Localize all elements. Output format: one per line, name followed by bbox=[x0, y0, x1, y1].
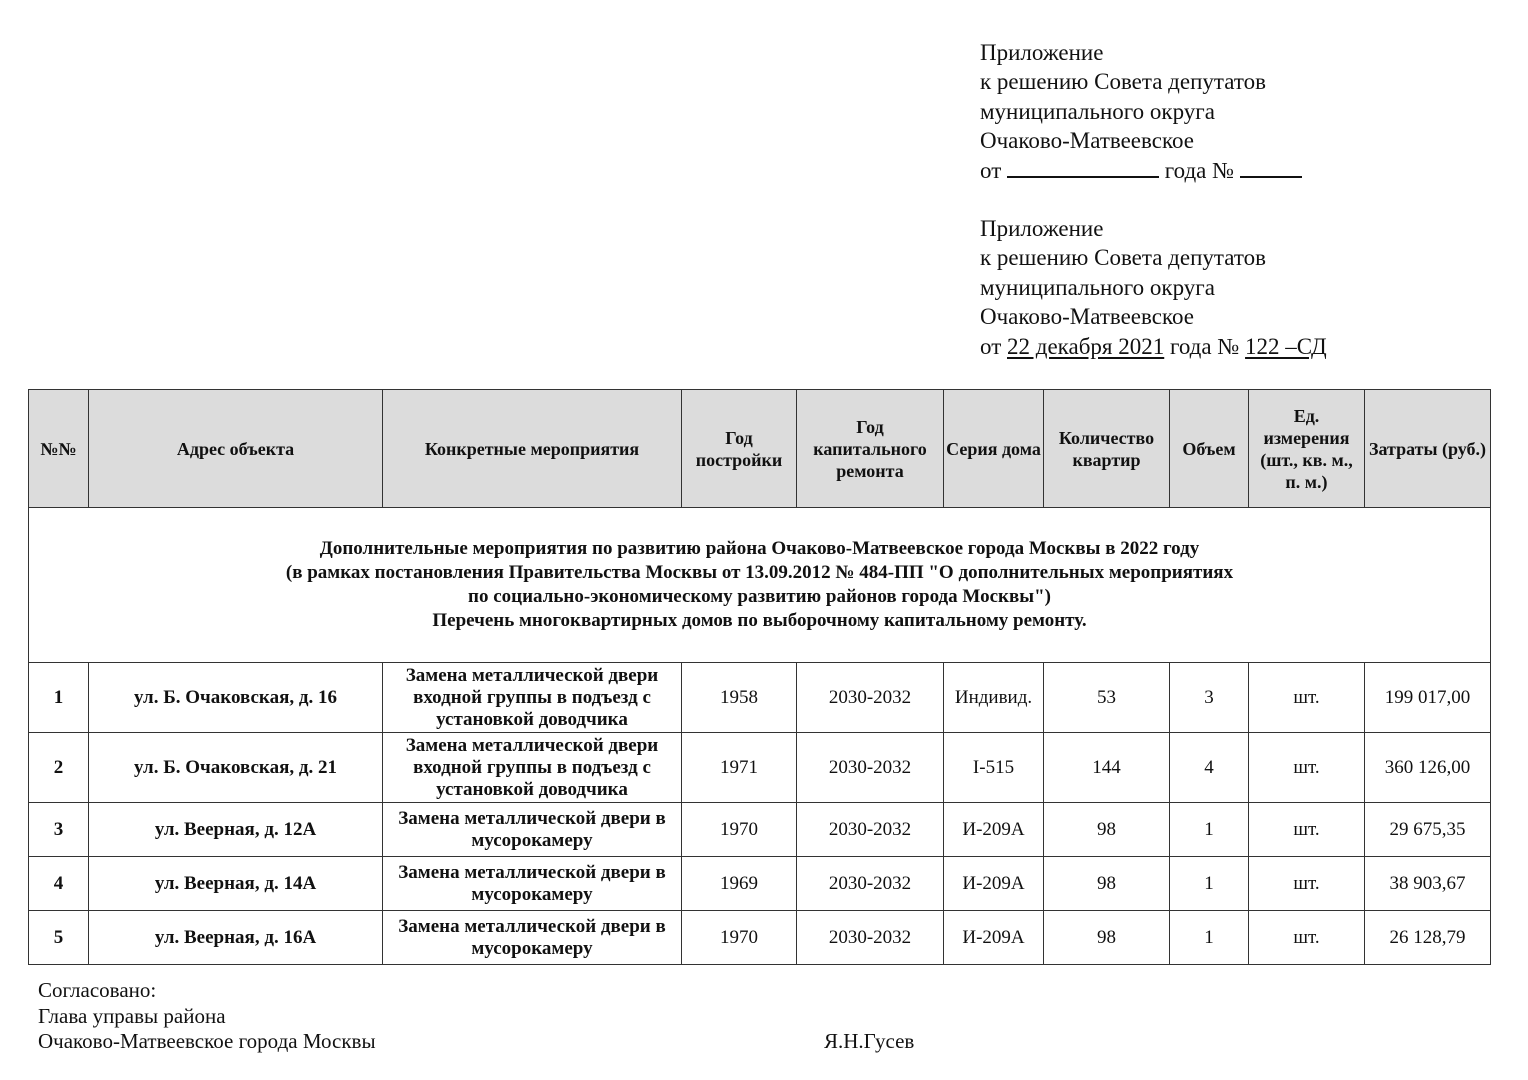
appendix-line-district: муниципального округа bbox=[980, 98, 1215, 124]
header-volume: Объем bbox=[1170, 390, 1249, 508]
from-word: от bbox=[980, 157, 1002, 183]
table-header-row bbox=[29, 390, 1491, 508]
cell-series: И-209А bbox=[944, 911, 1044, 965]
cell-apartments: 98 bbox=[1044, 857, 1170, 911]
cell-built: 1958 bbox=[682, 663, 797, 733]
cell-apartments: 53 bbox=[1044, 663, 1170, 733]
cell-volume: 1 bbox=[1170, 911, 1249, 965]
cell-address: ул. Веерная, д. 12А bbox=[89, 803, 383, 857]
from-word: от bbox=[980, 333, 1002, 359]
appendix-title: Приложение bbox=[980, 40, 1104, 65]
header-address: Адрес объекта bbox=[89, 390, 383, 508]
cell-volume: 1 bbox=[1170, 857, 1249, 911]
appendix-title: Приложение bbox=[980, 216, 1104, 241]
cell-repair-year: 2030-2032 bbox=[797, 911, 944, 965]
cell-repair-year: 2030-2032 bbox=[797, 857, 944, 911]
cell-apartments: 98 bbox=[1044, 803, 1170, 857]
appendix-line-name: Очаково-Матвеевское bbox=[980, 128, 1194, 154]
repair-table-container bbox=[28, 389, 1490, 965]
cell-built: 1970 bbox=[682, 803, 797, 857]
cell-volume: 4 bbox=[1170, 733, 1249, 803]
cell-measures: Замена металлической двери входной группы в подъезд с установкой доводчика bbox=[383, 733, 682, 803]
table-title-line: Перечень многоквартирных домов по выборочному капитальному ремонту. bbox=[432, 610, 1087, 631]
year-number-word: года № bbox=[1169, 333, 1240, 359]
cell-cost: 38 903,67 bbox=[1365, 857, 1491, 911]
cell-unit: шт. bbox=[1249, 911, 1365, 965]
table-row bbox=[29, 663, 1491, 733]
table-title-line: (в рамках постановления Правительства Москвы от 13.09.2012 № 484-ПП "О дополнительных мероприятиях bbox=[285, 562, 1234, 583]
cell-series: И-209А bbox=[944, 803, 1044, 857]
signer-name: Я.Н.Гусев bbox=[824, 1029, 915, 1053]
header-num: №№ bbox=[29, 390, 89, 508]
table-title-section bbox=[29, 508, 1491, 663]
signoff-district: Очаково-Матвеевское города Москвы bbox=[38, 1029, 376, 1053]
table-title-line: по социально-экономическому развитию районов города Москвы") bbox=[468, 586, 1051, 607]
signoff-agreed: Согласовано: bbox=[38, 978, 157, 1002]
cell-cost: 360 126,00 bbox=[1365, 733, 1491, 803]
table-title-line: Дополнительные мероприятия по развитию района Очаково-Матвеевское города Москвы в 2022 году bbox=[319, 538, 1200, 559]
header-measures: Конкретные мероприятия bbox=[383, 390, 682, 508]
cell-series: И-209А bbox=[944, 857, 1044, 911]
cell-series: Индивид. bbox=[944, 663, 1044, 733]
table-row bbox=[29, 733, 1491, 803]
cell-unit: шт. bbox=[1249, 803, 1365, 857]
cell-repair-year: 2030-2032 bbox=[797, 663, 944, 733]
header-built: Год постройки bbox=[682, 390, 797, 508]
cell-num: 2 bbox=[29, 733, 89, 803]
cell-cost: 199 017,00 bbox=[1365, 663, 1491, 733]
header-repair-year: Год капитального ремонта bbox=[797, 390, 944, 508]
decision-date: 22 декабря 2021 bbox=[1007, 333, 1165, 359]
cell-measures: Замена металлической двери в мусорокамеру bbox=[383, 857, 682, 911]
cell-unit: шт. bbox=[1249, 733, 1365, 803]
table-row bbox=[29, 803, 1491, 857]
appendix-line-date bbox=[980, 156, 1302, 185]
header-apartments: Количество квартир bbox=[1044, 390, 1170, 508]
cell-built: 1969 bbox=[682, 857, 797, 911]
header-unit: Ед. измерения (шт., кв. м., п. м.) bbox=[1249, 390, 1365, 508]
cell-measures: Замена металлической двери в мусорокамеру bbox=[383, 911, 682, 965]
cell-unit: шт. bbox=[1249, 663, 1365, 733]
cell-series: I-515 bbox=[944, 733, 1044, 803]
cell-volume: 1 bbox=[1170, 803, 1249, 857]
signoff-position: Глава управы района bbox=[38, 1003, 226, 1028]
cell-cost: 26 128,79 bbox=[1365, 911, 1491, 965]
appendix-header-blank bbox=[980, 38, 1302, 185]
header-cost: Затраты (руб.) bbox=[1365, 390, 1491, 508]
cell-volume: 3 bbox=[1170, 663, 1249, 733]
number-blank bbox=[1240, 158, 1302, 178]
appendix-line-district: муниципального округа bbox=[980, 274, 1215, 300]
cell-unit: шт. bbox=[1249, 857, 1365, 911]
table-body bbox=[29, 663, 1491, 965]
cell-num: 3 bbox=[29, 803, 89, 857]
cell-address: ул. Б. Очаковская, д. 16 bbox=[89, 663, 383, 733]
cell-address: ул. Веерная, д. 16А bbox=[89, 911, 383, 965]
appendix-line-name: Очаково-Матвеевское bbox=[980, 304, 1194, 330]
cell-built: 1971 bbox=[682, 733, 797, 803]
cell-address: ул. Б. Очаковская, д. 21 bbox=[89, 733, 383, 803]
date-blank bbox=[1007, 158, 1159, 178]
appendix-header-filled bbox=[980, 214, 1327, 361]
cell-num: 4 bbox=[29, 857, 89, 911]
cell-address: ул. Веерная, д. 14А bbox=[89, 857, 383, 911]
cell-repair-year: 2030-2032 bbox=[797, 733, 944, 803]
repair-table bbox=[28, 389, 1491, 965]
cell-repair-year: 2030-2032 bbox=[797, 803, 944, 857]
cell-apartments: 144 bbox=[1044, 733, 1170, 803]
cell-measures: Замена металлической двери в мусорокамеру bbox=[383, 803, 682, 857]
appendix-line-decision: к решению Совета депутатов bbox=[980, 245, 1266, 271]
decision-number: 122 –СД bbox=[1245, 333, 1327, 359]
cell-cost: 29 675,35 bbox=[1365, 803, 1491, 857]
year-number-word: года № bbox=[1164, 157, 1235, 183]
table-row bbox=[29, 857, 1491, 911]
appendix-line-decision: к решению Совета депутатов bbox=[980, 69, 1266, 95]
header-series: Серия дома bbox=[944, 390, 1044, 508]
table-row bbox=[29, 911, 1491, 965]
cell-num: 5 bbox=[29, 911, 89, 965]
cell-measures: Замена металлической двери входной группы в подъезд с установкой доводчика bbox=[383, 663, 682, 733]
cell-apartments: 98 bbox=[1044, 911, 1170, 965]
table-title bbox=[29, 508, 1491, 663]
cell-num: 1 bbox=[29, 663, 89, 733]
appendix-line-date bbox=[980, 332, 1327, 361]
signoff-block bbox=[38, 978, 376, 1055]
cell-built: 1970 bbox=[682, 911, 797, 965]
